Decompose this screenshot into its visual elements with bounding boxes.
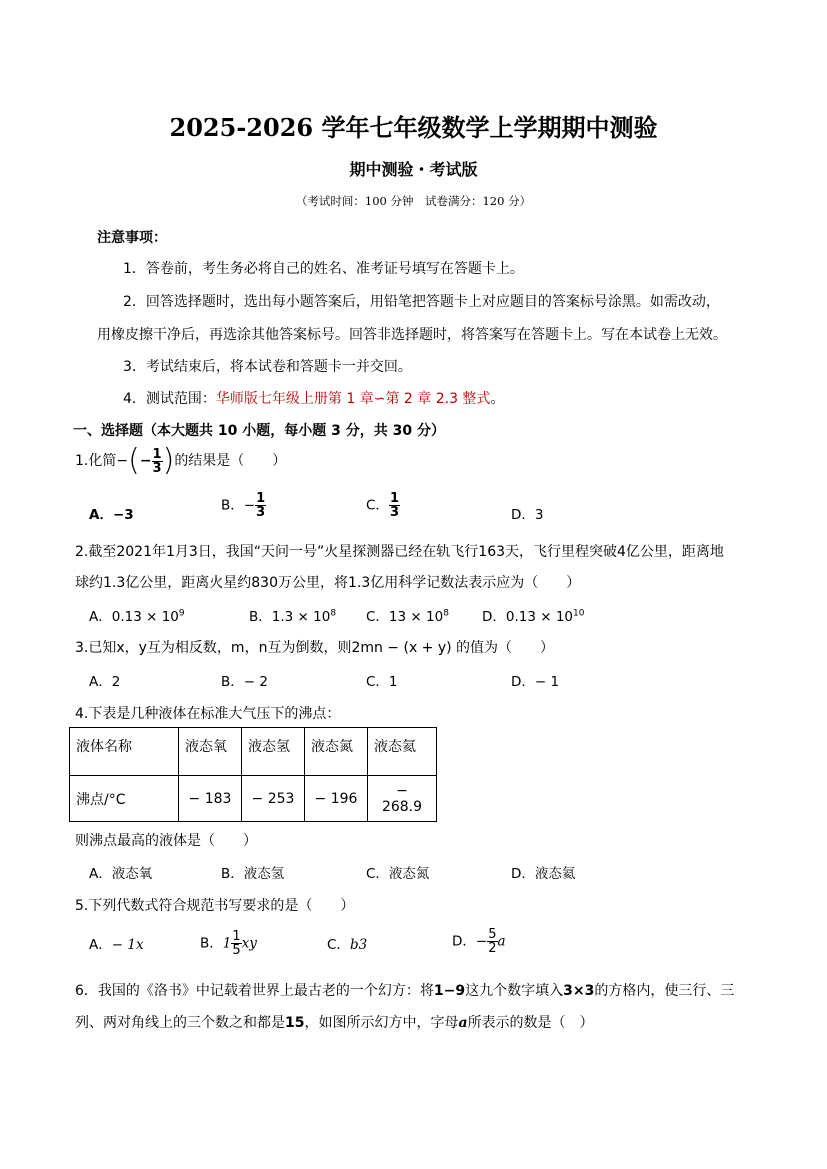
q1-prefix: 1.化简 [75,453,117,469]
q1-suffix: 的结果是（ ） [174,453,287,469]
boiling-point-table [69,727,437,822]
q2-line-2: 球约1.3亿公里，距离火星约830万公里，将1.3亿用科学记数法表示应为（ ） [75,575,581,591]
table-cell: 液态氧 [179,728,242,776]
table-cell: 液态氮 [305,728,368,776]
q5-option-b: B．1 $\frac{1}{5}$ xy [200,929,257,958]
q1-paren-right: ) [162,443,175,478]
table-cell: 液体名称 [70,728,179,776]
test-scope: 华师版七年级上册第 1 章∽第 2 章 2.3 整式 [215,391,491,407]
q5-option-c: C．b3 [327,937,368,953]
table-row [70,776,437,822]
notice-item-4 [123,388,504,408]
q6-line-2: 列、两对角线上的三个数之和都是15，如图所示幻方中，字母a所表示的数是（ ） [75,1015,594,1031]
table-cell: 液态氦 [368,728,437,776]
notice-item-1: 1．答卷前，考生务必将自己的姓名、准考证号填写在答题卡上。 [123,261,524,277]
q4-option-b: B．液态氢 [221,866,285,882]
q4-after: 则沸点最高的液体是（ ） [75,833,257,849]
table-cell: 液态氢 [242,728,305,776]
exam-meta: （考试时间：100 分钟 试卷满分：120 分） [295,194,532,208]
q5-d-fraction: $\frac{5}{2}$ [488,927,497,956]
q4-option-a: A．液态氧 [89,866,153,882]
q1-fraction: $\frac{1}{3}$ [152,446,162,476]
q4-option-d: D．液态氦 [511,866,576,882]
q1-option-d: D．3 [511,507,544,523]
q3-option-d: D．− 1 [511,674,560,690]
q3-option-a: A．2 [89,674,121,690]
question-1 [75,443,287,478]
q1-paren-left: ( [128,443,140,478]
q5-b-fraction: $\frac{1}{5}$ [232,929,241,958]
q3-option-b: B．− 2 [221,674,268,690]
notice-item-2: 2．回答选择题时，选出每小题答案后，用铅笔把答题卡上对应题目的答案标号涂黑。如需改动， [123,294,720,310]
question-3: 3.已知x，y互为相反数，m，n互为倒数，则2mn − (x + y) 的值为（ ） [75,640,555,656]
table-cell: − 268.9 [368,776,437,822]
question-4: 4.下表是几种液体在标准大气压下的沸点： [75,706,341,722]
q6-line-1: 6．我国的《洛书》中记载着世界上最古老的一个幻方：将1−9这九个数字填入3×3的方格内，使三行、三 [75,983,735,999]
section-heading: 一、选择题（本大题共 10 小题，每小题 3 分，共 30 分） [73,423,445,439]
q1-inner-minus: − [139,453,152,469]
table-cell: 沸点/°C [70,776,179,822]
q1-b-fraction: $\frac{1}{3}$ [256,491,266,520]
q2-option-c: C．$13 \times 10^8$ [366,608,449,625]
table-header-row [70,728,437,776]
q1-option-c: C． $\frac{1}{3}$ [366,491,399,520]
q2-option-d: D．$0.13 \times 10^{10}$ [482,608,585,625]
table-cell: − 196 [305,776,368,822]
notice-item-2-cont: 用橡皮擦干净后，再选涂其他答案标号。回答非选择题时，将答案写在答题卡上。写在本试卷上无效。 [97,327,727,343]
q2-option-b: B．$1.3 \times 10^8$ [249,608,337,625]
exam-title: 2025-2026 学年七年级数学上学期期中测验 [169,113,658,142]
q1-option-a: A．−3 [89,507,134,523]
q5-option-d: D．− $\frac{5}{2}$ a [452,927,506,956]
table-cell: − 253 [242,776,305,822]
q2-line-1: 2.截至2021年1月3日，我国“天问一号”火星探测器已经在轨飞行163天，飞行里程突破4亿公里，距离地 [75,544,724,560]
notice-item-4-end: 。 [490,391,505,407]
notice-item-4-label: 4．测试范围： [123,391,216,407]
q5-option-a: A．− 1x [89,937,144,953]
q2-option-a: A．$0.13 \times 10^9$ [89,608,185,625]
table-cell: − 183 [179,776,242,822]
q4-option-c: C．液态氮 [366,866,430,882]
q1-option-b: B．− $\frac{1}{3}$ [221,491,266,520]
notice-heading: 注意事项： [97,230,167,246]
notice-item-3: 3．考试结束后，将本试卷和答题卡一并交回。 [123,359,412,375]
q1-c-fraction: $\frac{1}{3}$ [389,491,399,520]
exam-subtitle: 期中测验・考试版 [349,160,478,179]
question-5: 5.下列代数式符合规范书写要求的是（ ） [75,898,355,914]
q1-minus: − [116,453,129,469]
q3-option-c: C．1 [366,674,398,690]
